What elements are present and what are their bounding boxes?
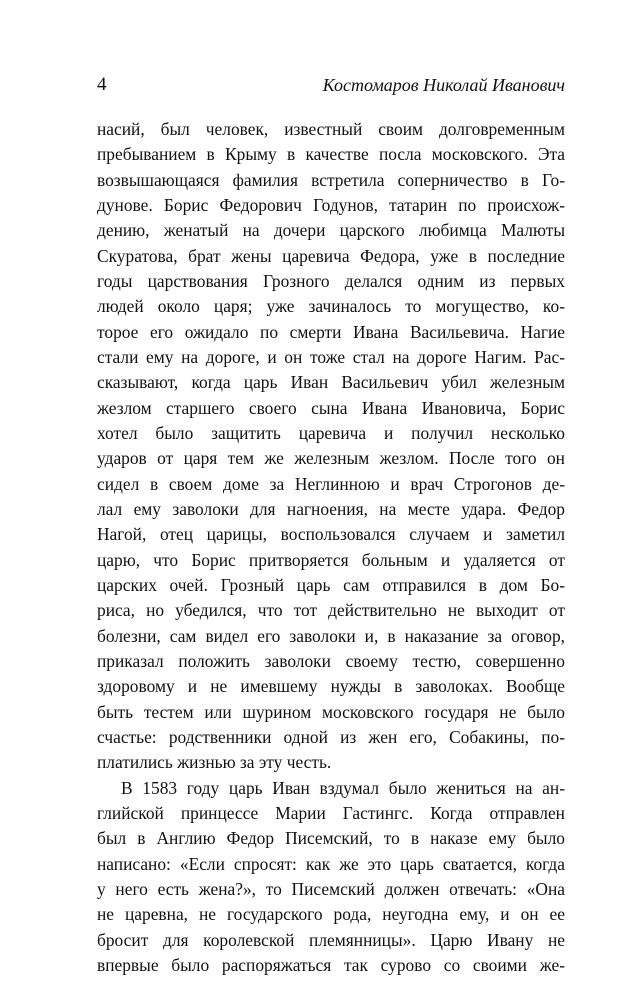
running-head: Костомаров Николай Иванович	[322, 75, 565, 95]
text-line: стали ему на дороге, и он тоже стал на дороге Нагим. Рас-	[97, 346, 565, 367]
text-line: насий, был человек, известный своим долговременным	[97, 119, 565, 139]
text-line: здоровому и не имевшему нужды в заволоках. Вообще	[97, 676, 565, 697]
text-line: был в Англию Федор Писемский, то в наказе ему было	[97, 828, 565, 849]
paragraph-start-line: В 1583 году царь Иван вздумал было жениться на ан-	[121, 777, 565, 798]
paragraph-end-line: платились жизнью за эту честь.	[97, 752, 332, 773]
text-line: не царевна, не государского рода, неугодна ему, и он ее	[97, 904, 565, 925]
text-line: пребыванием в Крыму в качестве посла московского. Эта	[97, 144, 565, 165]
text-line: у него есть жена?», то Писемский должен отвечать: «Она	[97, 878, 565, 899]
text-line: быть тестем или шурином московского государя не было	[97, 701, 565, 722]
text-line: лал ему заволоки для нагноения, на месте удара. Федор	[97, 498, 565, 519]
text-line: возвышающаяся фамилия встретила соперничество в Го-	[97, 169, 565, 190]
text-line: дению, женатый на дочери царского любимца Малюты	[97, 220, 565, 241]
text-line: царю, что Борис притворяется больным и удаляется от	[97, 549, 565, 570]
text-line: Нагой, отец царицы, воспользовался случаем и заметил	[97, 524, 565, 545]
text-line: болезни, сам видел его заволоки и, в наказание за оговор,	[97, 625, 565, 646]
text-line: счастье: родственники одной из жен его, Собакины, по-	[97, 726, 565, 747]
text-line: царских очей. Грозный царь сам отправился в дом Бо-	[97, 574, 565, 595]
body-text	[97, 117, 565, 978]
text-line: дунове. Борис Федорович Годунов, татарин по происхож-	[97, 194, 565, 215]
text-line: хотел было защитить царевича и получил несколько	[97, 422, 565, 443]
text-line: годы царствования Грозного делался одним из первых	[97, 270, 565, 291]
text-line: бросит для королевской племянницы». Царю Ивану не	[97, 929, 565, 950]
text-line: жезлом старшего своего сына Ивана Ивановича, Борис	[97, 397, 565, 418]
text-line: приказал положить заволоки своему тестю, совершенно	[97, 650, 565, 671]
text-line: людей около царя; уже зачиналось то могущество, ко-	[97, 296, 565, 317]
text-line: риса, но убедился, что тот действительно не выходит от	[97, 600, 565, 621]
text-line: впервые было распоряжаться так сурово со своими же-	[97, 954, 565, 975]
text-line: торое его ожидало по смерти Ивана Васильевича. Нагие	[97, 321, 565, 342]
text-line: ударов от царя тем же железным жезлом. После того он	[97, 448, 565, 469]
text-line: сказывают, когда царь Иван Васильевич убил железным	[97, 372, 565, 393]
text-line: Скуратова, брат жены царевича Федора, уже в последние	[97, 245, 565, 266]
text-line: написано: «Если спросят: как же это царь сватается, когда	[97, 853, 565, 874]
text-line: сидел в своем доме за Неглинною и врач Строгонов де-	[97, 473, 565, 494]
text-line: глийской принцессе Марии Гастингс. Когда отправлен	[97, 802, 565, 823]
page-header	[97, 72, 565, 100]
page-number: 4	[97, 74, 107, 95]
